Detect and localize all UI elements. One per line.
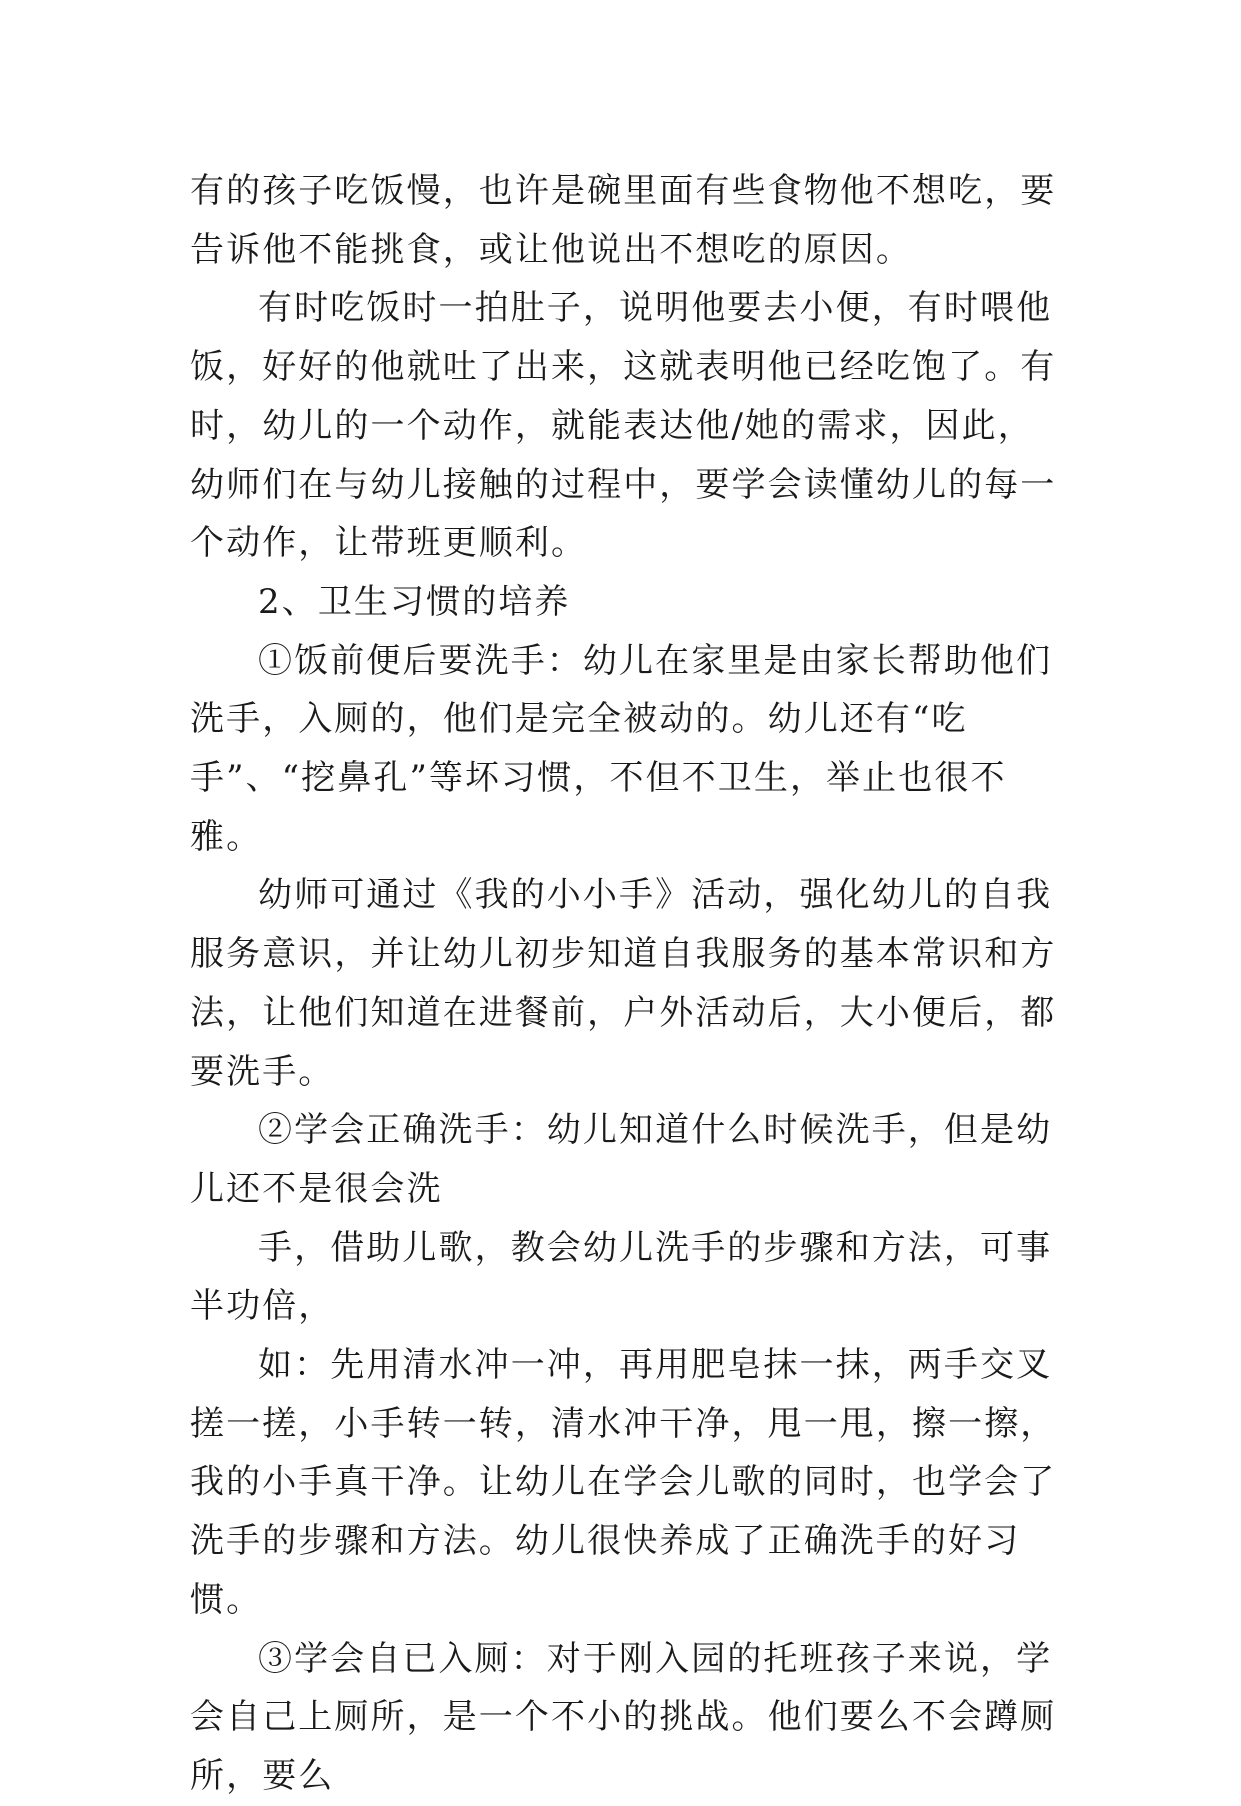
document-body [190,162,1060,1806]
paragraph-rhyme-example: 如：先用清水冲一冲，再用肥皂抹一抹，两手交叉搓一搓，小手转一转，清水冲干净，甩一甩，擦一擦，我的小手真干净。让幼儿在学会儿歌的同时，也学会了洗手的步骤和方法。幼儿很快养成了正确洗手的好习惯。 [190,1345,1057,1620]
paragraph-handwashing-before-meals: ①饭前便后要洗手：幼儿在家里是由家长帮助他们洗手，入厕的，他们是完全被动的。幼儿还有“吃手”、“挖鼻孔”等坏习惯，不但不卫生，举止也很不雅。 [190,640,1053,857]
paragraph-1: 有的孩子吃饭慢，也许是碗里面有些食物他不想吃，要告诉他不能挑食，或让他说出不想吃的原因。 [190,171,1057,270]
paragraph-my-little-hands: 幼师可通过《我的小小手》活动，强化幼儿的自我服务意识，并让幼儿初步知道自我服务的基本常识和方法，让他们知道在进餐前，户外活动后，大小便后，都要洗手。 [190,875,1057,1092]
section-heading-hygiene: 2、卫生习惯的培养 [258,581,571,622]
paragraph-2: 有时吃饭时一拍肚子，说明他要去小便，有时喂他饭，好好的他就吐了出来，这就表明他已经吃饱了。有时，幼儿的一个动作，就能表达他/她的需求，因此，幼师们在与幼儿接触的过程中，要学会读懂幼儿的每一个动作，让带班更顺利。 [190,288,1057,564]
paragraph-toilet-training: ③学会自已入厕：对于刚入园的托班孩子来说，学会自己上厕所，是一个不小的挑战。他们要么不会蹲厕所，要么 [190,1638,1057,1796]
paragraph-correct-handwashing: ②学会正确洗手：幼儿知道什么时候洗手，但是幼儿还不是很会洗 [190,1110,1053,1209]
paragraph-nursery-rhyme: 手，借助儿歌，教会幼儿洗手的步骤和方法，可事半功倍， [190,1227,1053,1327]
